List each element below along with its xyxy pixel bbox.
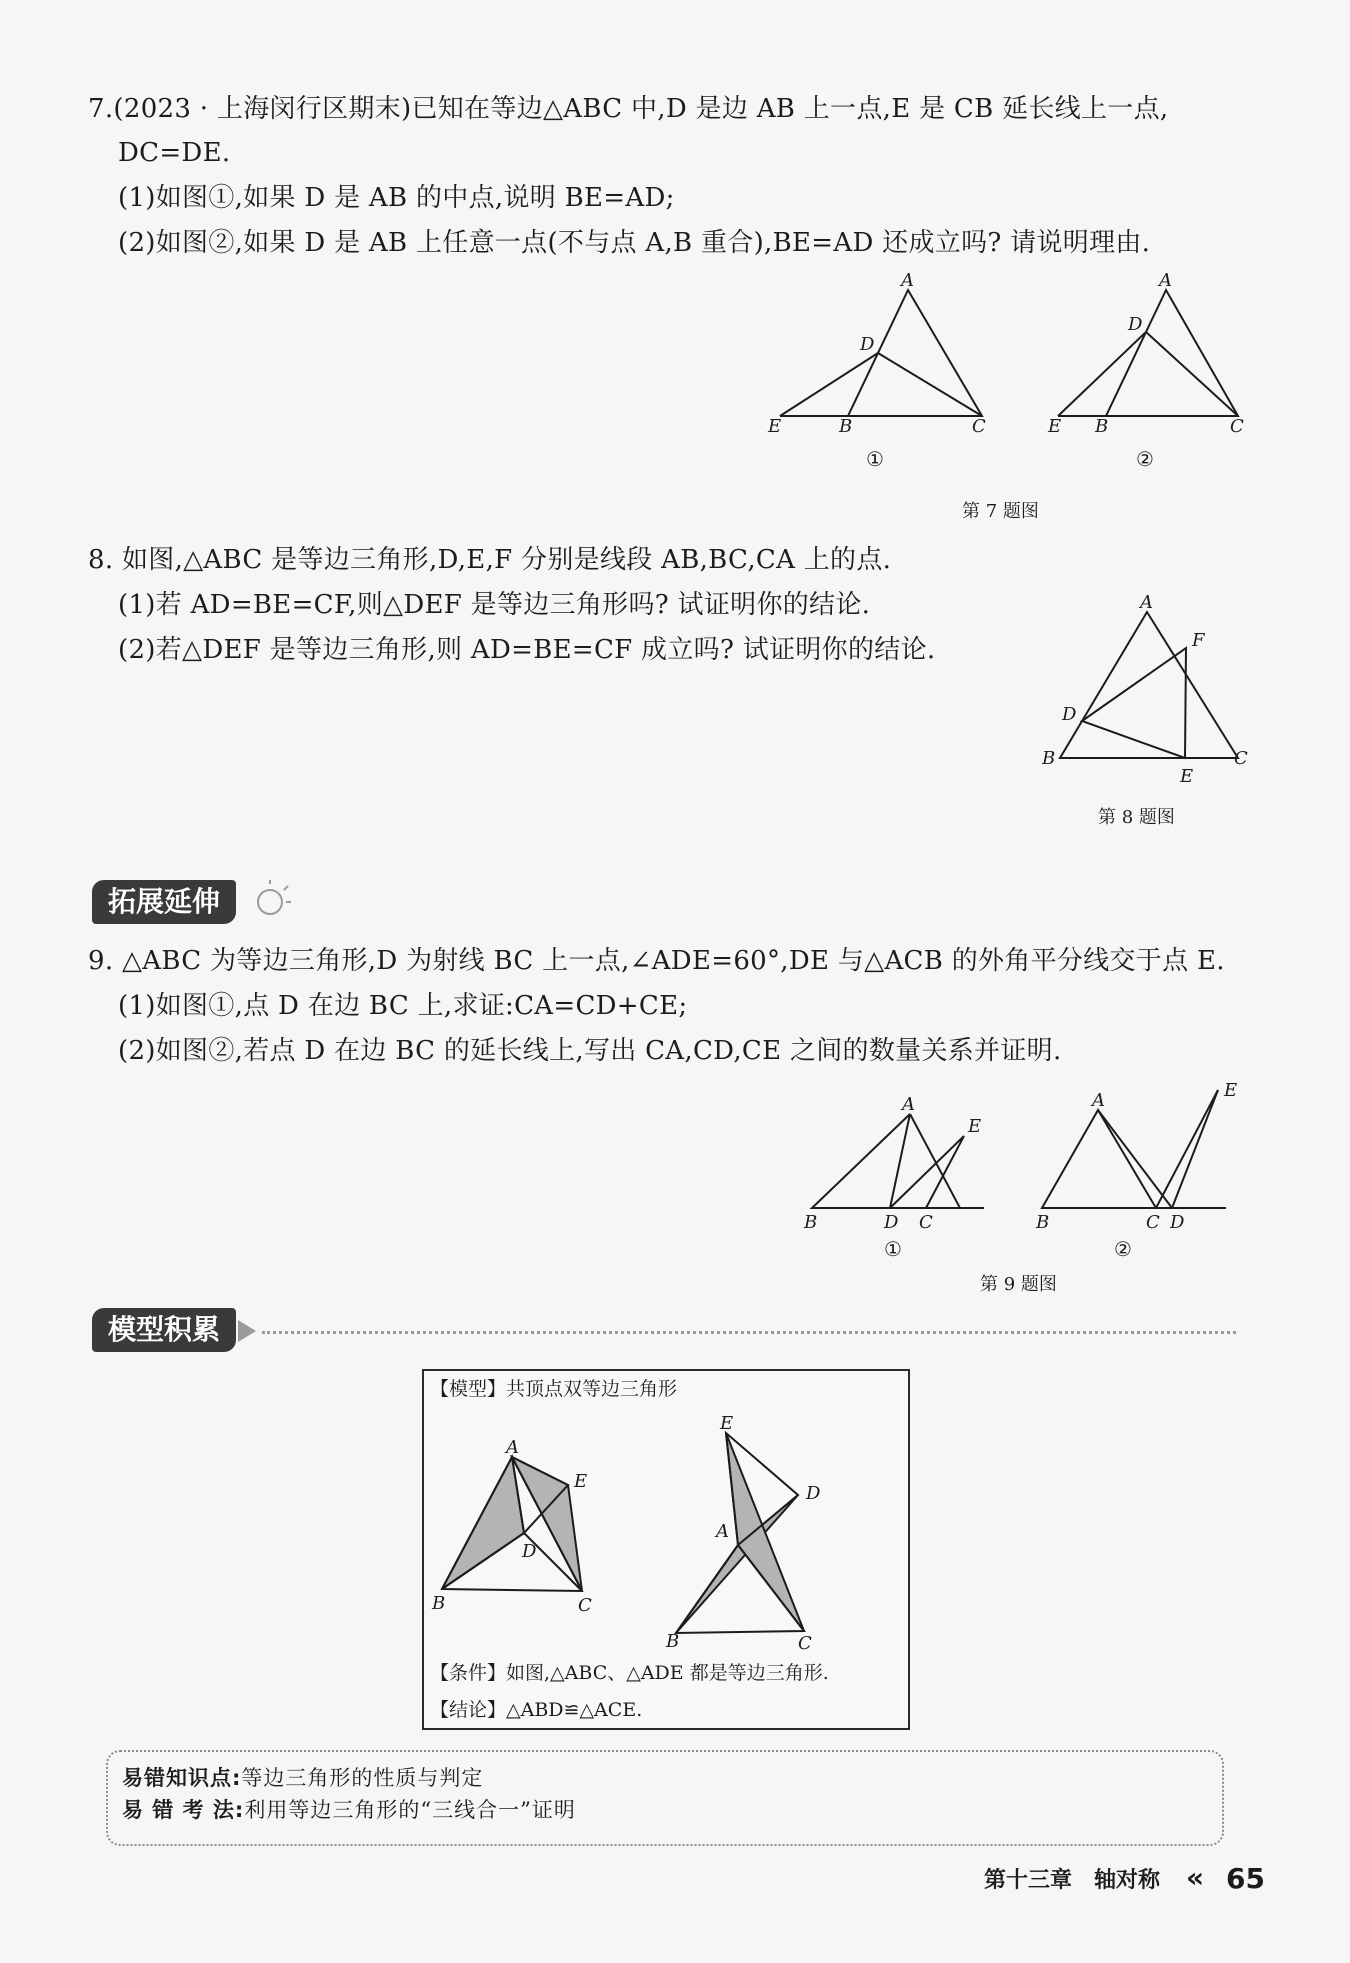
triangle-pointer-icon xyxy=(236,1318,258,1344)
label-e: E xyxy=(1224,1080,1238,1101)
segment-dc xyxy=(1146,332,1238,416)
label-c: C xyxy=(972,416,986,437)
section-model-heading: 模型积累 xyxy=(92,1308,236,1352)
problem8-part2: (2)若△DEF 是等边三角形,则 AD=BE=CF 成立吗? 试证明你的结论. xyxy=(118,635,936,665)
figure-number: ② xyxy=(1136,447,1154,471)
problem7-line2: DC=DE. xyxy=(118,138,231,168)
problem8-figure xyxy=(1030,590,1250,790)
tip-text-1: 等边三角形的性质与判定 xyxy=(241,1766,484,1790)
figure-number: ① xyxy=(866,447,884,471)
lightbulb-icon xyxy=(252,880,292,924)
label-e: E xyxy=(1048,416,1062,437)
triangle-def xyxy=(1082,648,1186,758)
label-b: B xyxy=(432,1593,446,1614)
problem8-caption: 第 8 题图 xyxy=(1098,807,1175,828)
segment-ad xyxy=(1098,1110,1172,1208)
label-c: C xyxy=(1230,416,1244,437)
model-conclusion: 【结论】△ABD≌△ACE. xyxy=(430,1699,643,1721)
section-divider xyxy=(262,1331,1236,1334)
model-title: 【模型】共顶点双等边三角形 xyxy=(430,1378,678,1400)
label-d: D xyxy=(1062,704,1077,725)
problem7-part1: (1)如图①,如果 D 是 AB 的中点,说明 BE=AD; xyxy=(118,183,675,213)
model-box xyxy=(422,1369,910,1730)
problem9-figure2 xyxy=(1030,1080,1250,1261)
tip-line-2 xyxy=(122,1796,576,1824)
label-c: C xyxy=(798,1633,812,1654)
tip-text-2: 利用等边三角形的“三线合一”证明 xyxy=(244,1798,576,1822)
label-c: C xyxy=(919,1212,933,1233)
problem9-caption: 第 9 题图 xyxy=(980,1274,1057,1295)
problem9-part1: (1)如图①,点 D 在边 BC 上,求证:CA=CD+CE; xyxy=(118,991,688,1021)
problem7-line1: 7.(2023 · 上海闵行区期末)已知在等边△ABC 中,D 是边 AB 上一点,E 是 CB 延长线上一点, xyxy=(88,94,1169,124)
tip-label-2: 易 错 考 法: xyxy=(122,1798,245,1822)
label-a: A xyxy=(1140,592,1153,613)
segment-ce xyxy=(926,1136,964,1208)
triangle-abc xyxy=(1060,612,1238,758)
tips-box xyxy=(106,1750,1224,1846)
model-figure2 xyxy=(664,1411,884,1654)
label-b: B xyxy=(1036,1212,1050,1233)
double-chevron-icon: « xyxy=(1186,1861,1205,1894)
problem7-part2: (2)如图②,如果 D 是 AB 上任意一点(不与点 A,B 重合),BE=AD 还成立吗? 请说明理由. xyxy=(118,228,1151,258)
label-e: E xyxy=(574,1471,588,1492)
label-e: E xyxy=(1180,766,1194,787)
problem9-line1: 9. △ABC 为等边三角形,D 为射线 BC 上一点,∠ADE=60°,DE 与△ACB 的外角平分线交于点 E. xyxy=(88,946,1225,976)
label-f: F xyxy=(1192,630,1205,651)
label-e: E xyxy=(968,1116,982,1137)
label-a: A xyxy=(716,1521,729,1542)
segment-ce xyxy=(1156,1090,1218,1208)
label-a: A xyxy=(902,1094,915,1115)
problem7-figure1 xyxy=(760,270,1000,470)
triangle-abc xyxy=(1042,1110,1156,1208)
tip-line-1 xyxy=(122,1764,483,1792)
label-d: D xyxy=(522,1541,537,1562)
label-d: D xyxy=(884,1212,899,1233)
segment-ad xyxy=(890,1114,910,1208)
chapter-title: 第十三章 轴对称 xyxy=(984,1868,1161,1893)
label-e: E xyxy=(720,1413,734,1434)
model-condition: 【条件】如图,△ABC、△ADE 都是等边三角形. xyxy=(430,1662,829,1684)
label-d: D xyxy=(1128,314,1143,335)
label-b: B xyxy=(804,1212,818,1233)
tip-label-1: 易错知识点: xyxy=(122,1766,242,1790)
problem8-line1: 8. 如图,△ABC 是等边三角形,D,E,F 分别是线段 AB,BC,CA 上的点. xyxy=(88,545,892,575)
section-extend-heading: 拓展延伸 xyxy=(92,880,236,924)
label-c: C xyxy=(578,1595,592,1616)
label-b: B xyxy=(1095,416,1109,437)
problem9-part2: (2)如图②,若点 D 在边 BC 的延长线上,写出 CA,CD,CE 之间的数量关系并证明. xyxy=(118,1036,1062,1066)
problem7-caption: 第 7 题图 xyxy=(962,501,1039,522)
label-a: A xyxy=(506,1437,519,1458)
shaded-triangle-abd xyxy=(442,1457,524,1589)
label-a: A xyxy=(901,270,914,291)
label-a: A xyxy=(1092,1090,1105,1111)
problem8-part1: (1)若 AD=BE=CF,则△DEF 是等边三角形吗? 试证明你的结论. xyxy=(118,590,871,620)
label-b: B xyxy=(666,1631,680,1652)
figure-number: ① xyxy=(884,1237,902,1261)
segment-ed xyxy=(1058,332,1146,416)
model-figure1 xyxy=(428,1437,638,1641)
label-d: D xyxy=(806,1483,821,1504)
figure-number: ② xyxy=(1114,1237,1132,1261)
page-number: 65 xyxy=(1226,1862,1265,1895)
label-d: D xyxy=(1170,1212,1185,1233)
problem9-figure1 xyxy=(800,1088,1000,1261)
label-c: C xyxy=(1234,748,1248,769)
shaded-triangle-ace xyxy=(726,1433,804,1631)
label-b: B xyxy=(839,416,853,437)
label-c: C xyxy=(1146,1212,1160,1233)
label-d: D xyxy=(860,334,875,355)
problem7-figure2 xyxy=(1040,270,1280,470)
label-a: A xyxy=(1159,270,1172,291)
label-b: B xyxy=(1042,748,1056,769)
label-e: E xyxy=(768,416,782,437)
segment-dc xyxy=(878,353,982,416)
segment-de xyxy=(1172,1090,1218,1208)
